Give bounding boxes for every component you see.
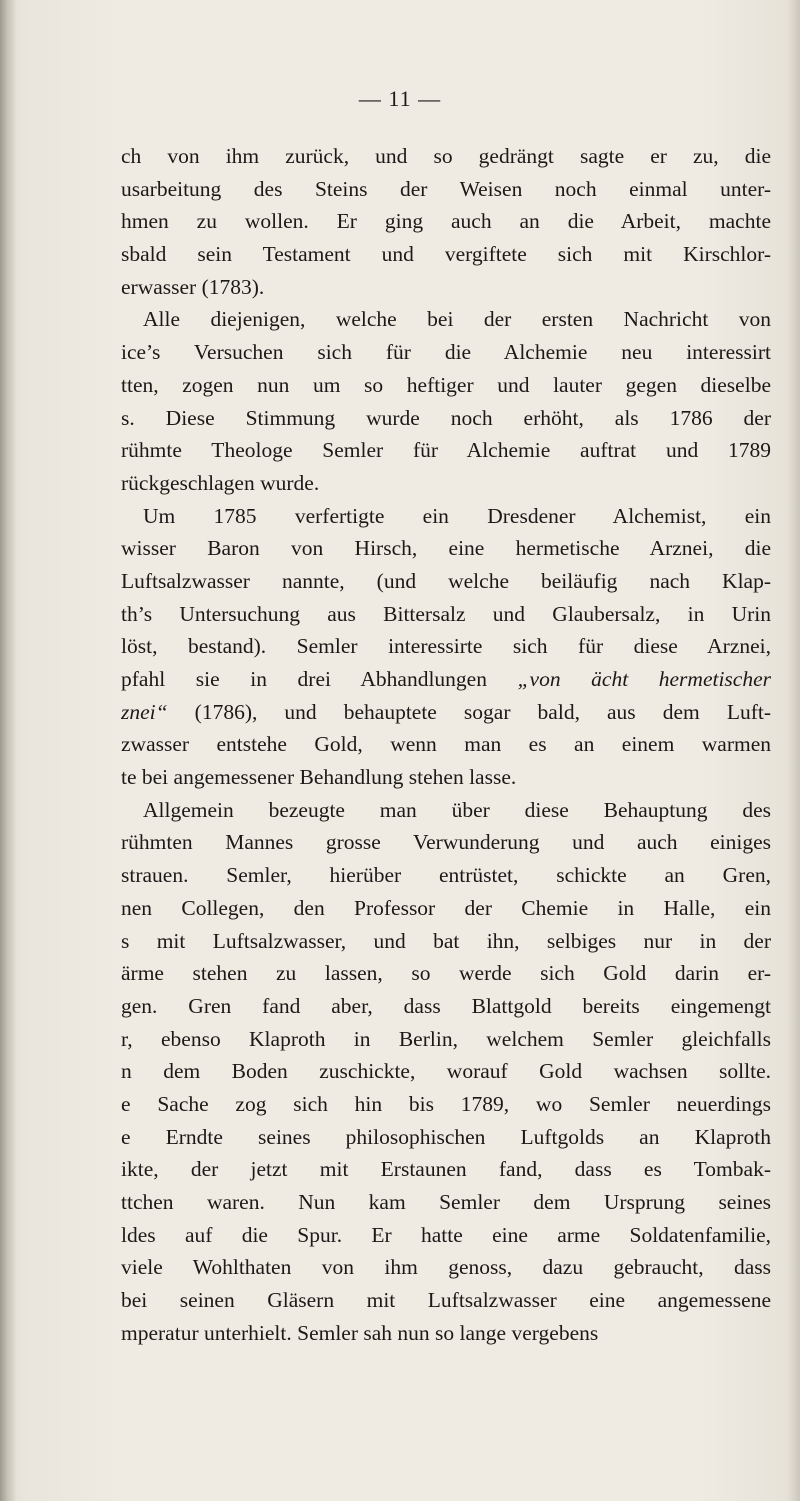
text-segment: r, ebenso Klaproth in Berlin, welchem Semler gleichfalls — [121, 1026, 771, 1051]
page-number: — 11 — — [358, 86, 442, 111]
text-segment: löst, bestand). Semler interessirte sich für diese Arznei, — [121, 634, 771, 659]
text-line — [121, 1055, 771, 1088]
text-segment: bei seinen Gläsern mit Luftsalzwasser eine angemessene — [121, 1288, 771, 1313]
text-line — [121, 434, 771, 467]
text-line — [121, 1219, 771, 1252]
text-segment: rühmten Mannes grosse Verwunderung und auch einiges — [121, 830, 771, 855]
text-segment: Alle diejenigen, welche bei der ersten Nachricht von — [143, 307, 771, 332]
text-line — [121, 990, 771, 1023]
text-segment: (1786), und behauptete sogar bald, aus dem Luft- — [167, 699, 771, 724]
text-segment: ärme stehen zu lassen, so werde sich Gold darin er- — [121, 961, 771, 986]
text-line — [121, 892, 771, 925]
text-segment: ldes auf die Spur. Er hatte eine arme Soldatenfamilie, — [121, 1222, 771, 1247]
text-segment: Um 1785 verfertigte ein Dresdener Alchemist, ein — [143, 503, 771, 528]
text-line — [121, 859, 771, 892]
text-segment: mperatur unterhielt. Semler sah nun so lange vergebens — [121, 1320, 599, 1345]
text-segment: usarbeitung des Steins der Weisen noch einmal unter- — [121, 176, 771, 201]
text-segment: Allgemein bezeugte man über diese Behauptung des — [143, 797, 771, 822]
text-segment: n dem Boden zuschickte, worauf Gold wachsen sollte. — [121, 1059, 771, 1084]
text-segment: th’s Untersuchung aus Bittersalz und Glaubersalz, in Urin — [121, 601, 771, 626]
text-segment: te bei angemessener Behandlung stehen lasse. — [121, 765, 517, 790]
text-line — [121, 598, 771, 631]
text-segment: s mit Luftsalzwasser, und bat ihn, selbiges nur in der — [121, 928, 771, 953]
text-line — [121, 1317, 771, 1350]
text-segment: zwasser entstehe Gold, wenn man es an einem warmen — [121, 732, 771, 757]
text-line — [121, 303, 771, 336]
text-line — [121, 826, 771, 859]
book-spine-shadow — [0, 0, 16, 1501]
text-line — [121, 957, 771, 990]
text-segment: znei“ — [121, 699, 168, 724]
text-line — [121, 1023, 771, 1056]
text-segment: nen Collegen, den Professor der Chemie in Halle, ein — [121, 895, 771, 920]
text-segment: rückgeschlagen wurde. — [121, 470, 320, 495]
text-line — [121, 369, 771, 402]
text-line — [121, 761, 771, 794]
text-segment: gen. Gren fand aber, dass Blattgold bereits eingemengt — [121, 993, 771, 1018]
text-segment: rühmte Theologe Semler für Alchemie auftrat und 1789 — [121, 438, 771, 463]
text-segment: pfahl sie in drei Abhandlungen — [121, 667, 518, 691]
text-line — [121, 1153, 771, 1186]
text-segment: e Erndte seines philosophischen Luftgolds an Klaproth — [121, 1124, 771, 1149]
text-segment: s. Diese Stimmung wurde noch erhöht, als 1786 der — [121, 405, 771, 430]
text-segment: „von ächt hermetischer — [517, 667, 771, 691]
text-segment: ikte, der jetzt mit Erstaunen fand, dass es Tombak- — [121, 1157, 771, 1182]
text-line — [121, 794, 771, 827]
text-line — [121, 1186, 771, 1219]
text-line — [121, 173, 771, 206]
text-segment: erwasser (1783). — [121, 274, 265, 299]
text-line — [121, 1284, 771, 1317]
text-line — [121, 205, 771, 238]
text-segment: viele Wohlthaten von ihm genoss, dazu gebraucht, dass — [121, 1255, 771, 1280]
text-line — [121, 500, 771, 533]
text-line — [121, 1088, 771, 1121]
page-edge-shadow — [786, 0, 800, 1501]
text-segment: strauen. Semler, hierüber entrüstet, schickte an Gren, — [121, 863, 771, 888]
text-segment: e Sache zog sich hin bis 1789, wo Semler neuerdings — [121, 1091, 771, 1116]
text-line — [121, 238, 771, 271]
text-line — [121, 925, 771, 958]
text-line — [121, 336, 771, 369]
text-line — [121, 1251, 771, 1284]
text-line — [121, 565, 771, 598]
text-line — [121, 402, 771, 435]
text-line — [121, 696, 771, 729]
text-line — [121, 663, 771, 696]
text-segment: ice’s Versuchen sich für die Alchemie neu interessirt — [121, 340, 771, 365]
text-line — [121, 140, 771, 173]
text-segment: hmen zu wollen. Er ging auch an die Arbeit, machte — [121, 209, 771, 234]
text-line — [121, 467, 771, 500]
text-line — [121, 728, 771, 761]
text-line — [121, 271, 771, 304]
text-line — [121, 630, 771, 663]
text-segment: tten, zogen nun um so heftiger und lauter gegen dieselbe — [121, 372, 771, 397]
body-text — [121, 140, 771, 1349]
text-line — [121, 1121, 771, 1154]
text-segment: Luftsalzwasser nannte, (und welche beiläufig nach Klap- — [121, 568, 771, 593]
text-segment: wisser Baron von Hirsch, eine hermetische Arznei, die — [121, 536, 771, 561]
text-segment: ch von ihm zurück, und so gedrängt sagte er zu, die — [121, 144, 771, 168]
text-segment: ttchen waren. Nun kam Semler dem Ursprung seines — [121, 1190, 771, 1214]
text-line — [121, 532, 771, 565]
text-segment: sbald sein Testament und vergiftete sich mit Kirschlor- — [121, 242, 771, 267]
